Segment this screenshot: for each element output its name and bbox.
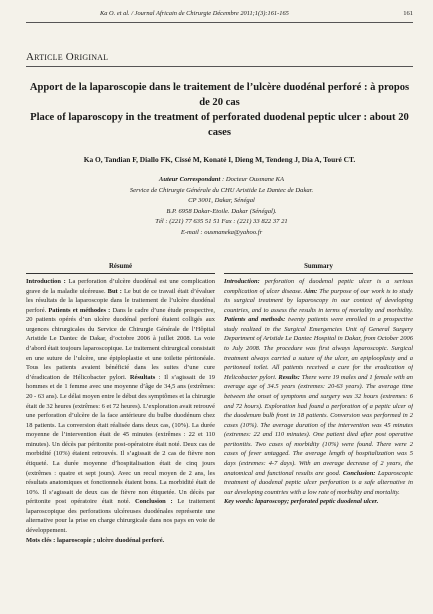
- title-english: Place of laparoscopy in the treatment of perforated duodenal peptic ulcer : about 20 cases: [30, 112, 409, 138]
- summary-heading: Summary: [304, 263, 333, 270]
- corresponding-author: [70, 175, 373, 186]
- resume-text: [26, 277, 215, 545]
- summary-keywords-label: Key words:: [224, 498, 254, 506]
- summary-divider: [224, 273, 413, 274]
- summary-results-label: Results:: [276, 373, 300, 381]
- affiliation-postal-code: CP 3001, Dakar, Sénégal: [188, 197, 255, 205]
- resume-resultats: : Il s’agissait de 19 hommes et de 1 femme avec une moyenne d’âge de 34,5 ans (extrêmes: 20 - 63 ans). Le délai moyen entre le début des symptômes et la chirurgie était de 32 heures (extrêmes: 6 et 72 heures). L’exploration avait retrouvé une perforation d’ulcère de la face antérieure du bulbe duodénum chez 18 patients. La conversion était réalisée dans deux cas, (10%). La durée moyenne de l’intervention était de 45 minutes (extrêmes : 22 et 110 minutes). Un décès par péritonite post-opératoire était noté. Deux cas de morbidité (10%) étaient retrouvés. Il s’agissait de 2 cas de fièvre non étiqueté. La durée moyenne d’hospitalisation était de cinq jours (extrêmes : quatre et sept jours). Avec un recul moyen de 2 ans, les résultats anatomiques et fonctionnels étaient bons. La morbidité était de 10%. Il s’agissait de deux cas de fièvre non étiquetée. Un décès par péritonite post opératoire était noté.: [26, 373, 215, 506]
- summary-keywords: laparoscopy; perforated peptic duodenal ulcer.: [253, 498, 379, 506]
- journal-citation: Ka O. et al. / Journal Africain de Chirurgie Décembre 2011;1(3):161-165: [100, 10, 289, 17]
- resume-conclusion: Le traitement laparoscopique des perforations ulcéreuses duodénales représente une alternative pour la prise en charge chirurgicale dans nos pays en voie de développement.: [26, 498, 215, 535]
- summary-results: There were 19 males and 1 female with an average age of 34.5 years (extremes: 20-63 years). The average time between the onset of symptoms and surgery was 32 hours (extremes: 6 and 72 hours). Exploration had found a perforation of a peptic ulcer of the duodenum bulb front in 18 patients. Conversion was performed in 2 cases (10%). The average duration of the intervention was 45 minutes (extremes: 22 and 110 minutes). One patient died after post operative peritonitis. Two cases of morbidity (10%) were found. There were 2 cases of fever untagged. The average length of hospitalization was 5 days (extremes: 4-7 days). With an average decrease of 2 years, the anatomical and functional results are good.: [224, 373, 413, 477]
- resume-conclusion-label: Conclusion :: [130, 498, 173, 506]
- summary-intro-label: Introduction:: [224, 278, 260, 285]
- affiliation-phone-fax: Tél : (221) 77 635 51 51 Fax : (221) 33 822 37 21: [155, 218, 288, 226]
- article-type-divider: [26, 66, 413, 67]
- resume-resultats-label: Résultats: [126, 373, 156, 381]
- resume-keywords-label: Mots clés :: [26, 536, 56, 544]
- summary-methods: twenty patients were enrolled in a prospective study realized in the Surgical Emergencies Unit of General Surgery Department of Aristide Le Dantec Hospital in Dakar, from October 2006 to July 2008. The procedure was first always laparoscopic. Surgical treatment always carried a suture of the ulcer, an epiplooplasty and a peritoneal toilet. All patients received a cure for the eradication of Helicobacter pylori.: [224, 316, 413, 381]
- summary-text: [224, 277, 413, 507]
- summary-conclusion: Laparoscopic treatment of duodenal peptic ulcer perforation is a safe alternative in our developing countries with a low rate of morbidity and mortality.: [224, 469, 413, 496]
- affiliation-po-box: B.P. 6958 Dakar-Etoile. Dakar (Sénégal).: [166, 207, 277, 215]
- summary-methods-label: Patients and methods:: [224, 316, 286, 324]
- affiliation-email: E-mail : ousmaneka@yahoo.fr: [180, 228, 263, 236]
- summary-conclusion-label: Conclusion:: [340, 469, 376, 477]
- resume-heading: Résumé: [108, 263, 133, 270]
- article-type: Article Original: [26, 51, 109, 63]
- corresponding-label: Auteur Correspondant: [158, 176, 221, 183]
- header-divider: [26, 22, 413, 23]
- resume-column: [26, 262, 215, 602]
- resume-divider: [26, 273, 215, 274]
- summary-column: [224, 262, 413, 602]
- resume-intro: La perforation d’ulcère duodénal est une complication grave de la maladie ulcéreuse.: [26, 278, 215, 295]
- title-french: Apport de la laparoscopie dans le traitement de l’ulcère duodénal perforé : à propos de 20 cas: [29, 82, 410, 108]
- resume-methodes-label: Patients et méthodes :: [46, 306, 111, 314]
- page-header: [0, 8, 433, 24]
- resume-but: Le but de ce travail était d’évaluer les résultats de la laparoscopie dans le traitement de l’ulcère duodénal perforé.: [26, 287, 215, 314]
- author-list: Ka O, Tandian F, Diallo FK, Cissé M, Konaté I, Dieng M, Tendeng J, Dia A, Touré CT.: [83, 155, 356, 164]
- article-title: [26, 80, 413, 140]
- resume-intro-label: Introduction :: [26, 278, 66, 285]
- resume-methodes: Dans le cadre d’une étude prospective, 20 patients opérés d’un ulcère duodénal perforé étaient colligés aux urgences chirurgicales du Service de Chirurgie Générale de l’Hôpital Aristide Le Dantec de Dakar, d’octobre 2006 à juillet 2008. La voie d’abord était toujours laparoscopique. Le traitement chirurgical consistait en une suture de l’ulcère, une épiploplastie et une toilette péritonéale. Tous les patients avaient bénéficié dans les suites d’une cure d’éradication de Hélicobacter pylori.: [26, 306, 215, 381]
- resume-but-label: But :: [105, 287, 122, 295]
- affiliation-block: [70, 175, 373, 239]
- affiliation-service: Service de Chirurgie Générale du CHU Aristide Le Dantec de Dakar.: [129, 186, 314, 194]
- page-number: 161: [403, 10, 413, 17]
- summary-aim: The purpose of our work is to study its surgical treatment by laparoscopy in our context of developing countries, and to assess the results in terms of mortality and morbidity.: [224, 287, 413, 314]
- summary-intro: perforation of duodenal peptic ulcer is a serious complication of ulcer disease.: [224, 278, 413, 295]
- summary-aim-label: Aim:: [302, 287, 318, 295]
- resume-keywords: laparoscopie ; ulcère duodénal perforé.: [55, 536, 165, 544]
- corresponding-name: : Docteur Ousmane KA: [221, 176, 285, 183]
